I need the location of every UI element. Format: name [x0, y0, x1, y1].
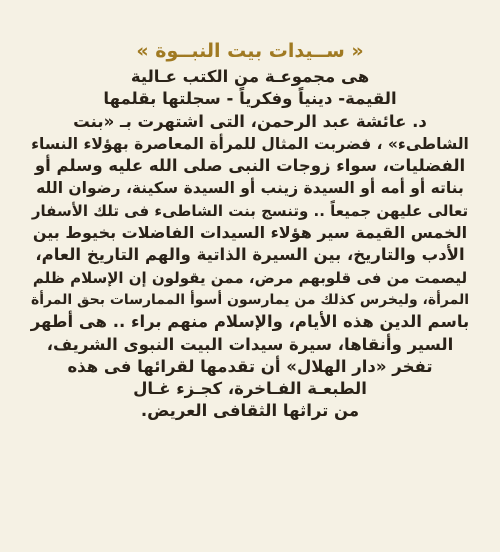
- page-title: « ســيدات بيت النبــوة »: [136, 40, 364, 62]
- text-line: باسم الدين هذه الأيام، والإسلام منهم براء .. هى أطهر: [30, 312, 470, 332]
- text-line: القيمة- دينياً وفكرياً - سجلتها بقلمها: [103, 89, 397, 109]
- text-line: من تراثها الثقافى العريض.: [140, 401, 360, 421]
- text-line: هى مجموعـة من الكتب عـالية: [130, 67, 370, 86]
- text-line: تفخر «دار الهلال» أن تقدمها لقرائها فى هذه: [67, 356, 433, 376]
- text-line: المرأة، وليخرس كذلك من يمارسون أسوأ الممارسات بحق المرأة: [30, 291, 470, 308]
- text-line: الشاطىء» ، فضربت المثال للمرأة المعاصرة بهؤلاء النساء: [31, 134, 469, 153]
- text-line: د. عائشة عبد الرحمن، التى اشتهرت بـ «بنت: [73, 111, 427, 131]
- text-line: بناته أو أمه أو السيدة زينب أو السيدة سكينة، رضوان الله: [36, 179, 464, 198]
- text-line: السير وأنقاها، سيرة سيدات البيت النبوى الشريف،: [46, 334, 454, 354]
- description-text: [30, 66, 470, 423]
- text-line: الفضليات، سواء زوجات النبى صلى الله عليه وسلم أو: [34, 156, 466, 176]
- text-line: الطبعـة الفـاخرة، كجـزء غـال: [133, 379, 367, 399]
- text-line: الأدب والتاريخ، بين السيرة الذاتية والهم التاريخ العام،: [35, 245, 465, 265]
- text-line: تعالى عليهن جميعاً .. وتنسج بنت الشاطىء فى تلك الأسفار: [31, 201, 469, 220]
- text-line: الخمس القيمة سير هؤلاء السيدات الفاضلات بخيوط بين: [32, 223, 468, 243]
- text-line: ليصمت من فى قلوبهم مرض، ممن يقولون إن الإسلام ظلم: [32, 268, 468, 287]
